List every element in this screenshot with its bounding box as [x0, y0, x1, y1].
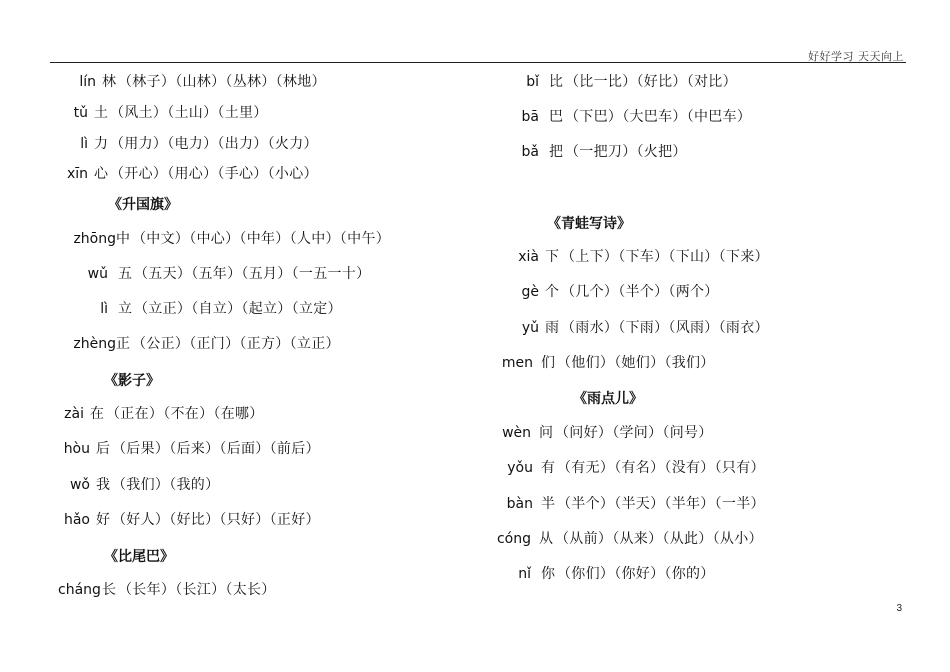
character: 巴 — [549, 109, 563, 125]
entry-row — [501, 494, 765, 514]
pinyin: xīn — [66, 166, 88, 182]
entry-row — [58, 72, 326, 92]
entry-row — [82, 264, 370, 284]
pinyin: wǔ — [87, 266, 108, 282]
lesson-title: 《雨点儿》 — [573, 391, 643, 407]
pinyin: lì — [80, 136, 88, 152]
lesson-title: 《影子》 — [104, 373, 160, 389]
entry-row — [58, 510, 320, 530]
entry-row — [58, 475, 219, 495]
word-list: （五天）（五年）（五月）（一五一十） — [134, 266, 371, 282]
word-list: （比一比）（好比）（对比） — [565, 74, 737, 90]
entry-row — [499, 423, 713, 443]
character: 中 — [116, 231, 130, 247]
word-list: （一把刀）（火把） — [565, 144, 687, 160]
entry-row — [58, 103, 268, 123]
character: 半 — [541, 496, 555, 512]
page-number: 3 — [896, 603, 902, 614]
pinyin: yǒu — [507, 460, 533, 476]
entry-row — [82, 299, 342, 319]
character: 长 — [102, 582, 116, 598]
entry-row — [511, 247, 769, 267]
character: 个 — [545, 284, 559, 300]
character: 我 — [96, 477, 110, 493]
character: 心 — [94, 166, 108, 182]
word-list: （好人）（好比）（只好）（正好） — [112, 512, 320, 528]
character: 雨 — [545, 320, 559, 336]
pinyin: bàn — [506, 496, 533, 512]
entry-row — [58, 439, 320, 459]
entry-row — [511, 318, 769, 338]
character: 们 — [541, 355, 555, 371]
lesson-title: 《比尾巴》 — [104, 549, 174, 565]
pinyin: cóng — [496, 531, 531, 547]
character: 好 — [96, 512, 110, 528]
header-rule — [50, 62, 906, 63]
word-list: （后果）（后来）（后面）（前后） — [112, 441, 320, 457]
pinyin: zhōng — [73, 231, 116, 247]
pinyin: cháng — [58, 582, 101, 598]
character: 后 — [96, 441, 110, 457]
word-list: （我们）（我的） — [112, 477, 220, 493]
character: 在 — [90, 406, 104, 422]
character: 你 — [541, 566, 555, 582]
pinyin: gè — [521, 284, 539, 300]
header-text: 好好学习 天天向上 — [808, 50, 904, 63]
pinyin: lì — [100, 301, 108, 317]
character: 立 — [118, 301, 132, 317]
character: 从 — [539, 531, 553, 547]
lesson-title: 《青蛙写诗》 — [547, 216, 631, 232]
pinyin: bǎ — [521, 144, 539, 160]
word-list: （从前）（从来）（从此）（从小） — [555, 531, 763, 547]
entry-row — [511, 72, 737, 92]
pinyin: nǐ — [518, 566, 531, 582]
pinyin: zhèng — [73, 336, 116, 352]
word-list: （公正）（正门）（正方）（立正） — [132, 336, 340, 352]
entry-row — [58, 580, 276, 600]
entry-row — [72, 334, 340, 354]
word-list: （你们）（你好）（你的） — [557, 566, 715, 582]
pinyin: bǐ — [526, 74, 539, 90]
entry-row — [58, 134, 318, 154]
pinyin: yǔ — [521, 320, 539, 336]
pinyin: wèn — [502, 425, 531, 441]
pinyin: tǔ — [73, 105, 88, 121]
word-list: （几个）（半个）（两个） — [561, 284, 719, 300]
entry-row — [511, 142, 687, 162]
character: 五 — [118, 266, 132, 282]
entry-row — [72, 229, 390, 249]
character: 问 — [539, 425, 553, 441]
entry-row — [58, 404, 264, 424]
word-list: （问好）（学问）（问号） — [555, 425, 713, 441]
word-list: （正在）（不在）（在哪） — [106, 406, 264, 422]
word-list: （雨水）（下雨）（风雨）（雨衣） — [561, 320, 769, 336]
character: 有 — [541, 460, 555, 476]
pinyin: zài — [64, 406, 84, 422]
lesson-title: 《升国旗》 — [108, 197, 178, 213]
character: 比 — [549, 74, 563, 90]
character: 把 — [549, 144, 563, 160]
entry-row — [501, 458, 765, 478]
character: 正 — [116, 336, 130, 352]
entry-row — [509, 564, 715, 584]
word-list: （半个）（半天）（半年）（一半） — [557, 496, 765, 512]
word-list: （中文）（中心）（中年）（人中）（中午） — [132, 231, 390, 247]
character: 林 — [102, 74, 116, 90]
pinyin: lín — [79, 74, 96, 90]
entry-row — [501, 353, 715, 373]
word-list: （他们）（她们）（我们） — [557, 355, 715, 371]
word-list: （风土）（土山）（土里） — [110, 105, 268, 121]
pinyin: hòu — [63, 441, 90, 457]
word-list: （上下）（下车）（下山）（下来） — [561, 249, 769, 265]
word-list: （立正）（自立）（起立）（立定） — [134, 301, 342, 317]
pinyin: xià — [518, 249, 539, 265]
pinyin: men — [501, 355, 533, 371]
entry-row — [511, 282, 719, 302]
pinyin: hǎo — [63, 512, 90, 528]
word-list: （下巴）（大巴车）（中巴车） — [565, 109, 752, 125]
entry-row — [511, 107, 751, 127]
character: 力 — [94, 136, 108, 152]
entry-row — [58, 164, 318, 184]
entry-row — [495, 529, 763, 549]
word-list: （有无）（有名）（没有）（只有） — [557, 460, 765, 476]
character: 土 — [94, 105, 108, 121]
pinyin: bā — [521, 109, 539, 125]
word-list: （开心）（用心）（手心）（小心） — [110, 166, 318, 182]
word-list: （林子）（山林）（丛林）（林地） — [118, 74, 326, 90]
character: 下 — [545, 249, 559, 265]
pinyin: wǒ — [69, 477, 90, 493]
word-list: （用力）（电力）（出力）（火力） — [110, 136, 318, 152]
word-list: （长年）（长江）（太长） — [118, 582, 276, 598]
